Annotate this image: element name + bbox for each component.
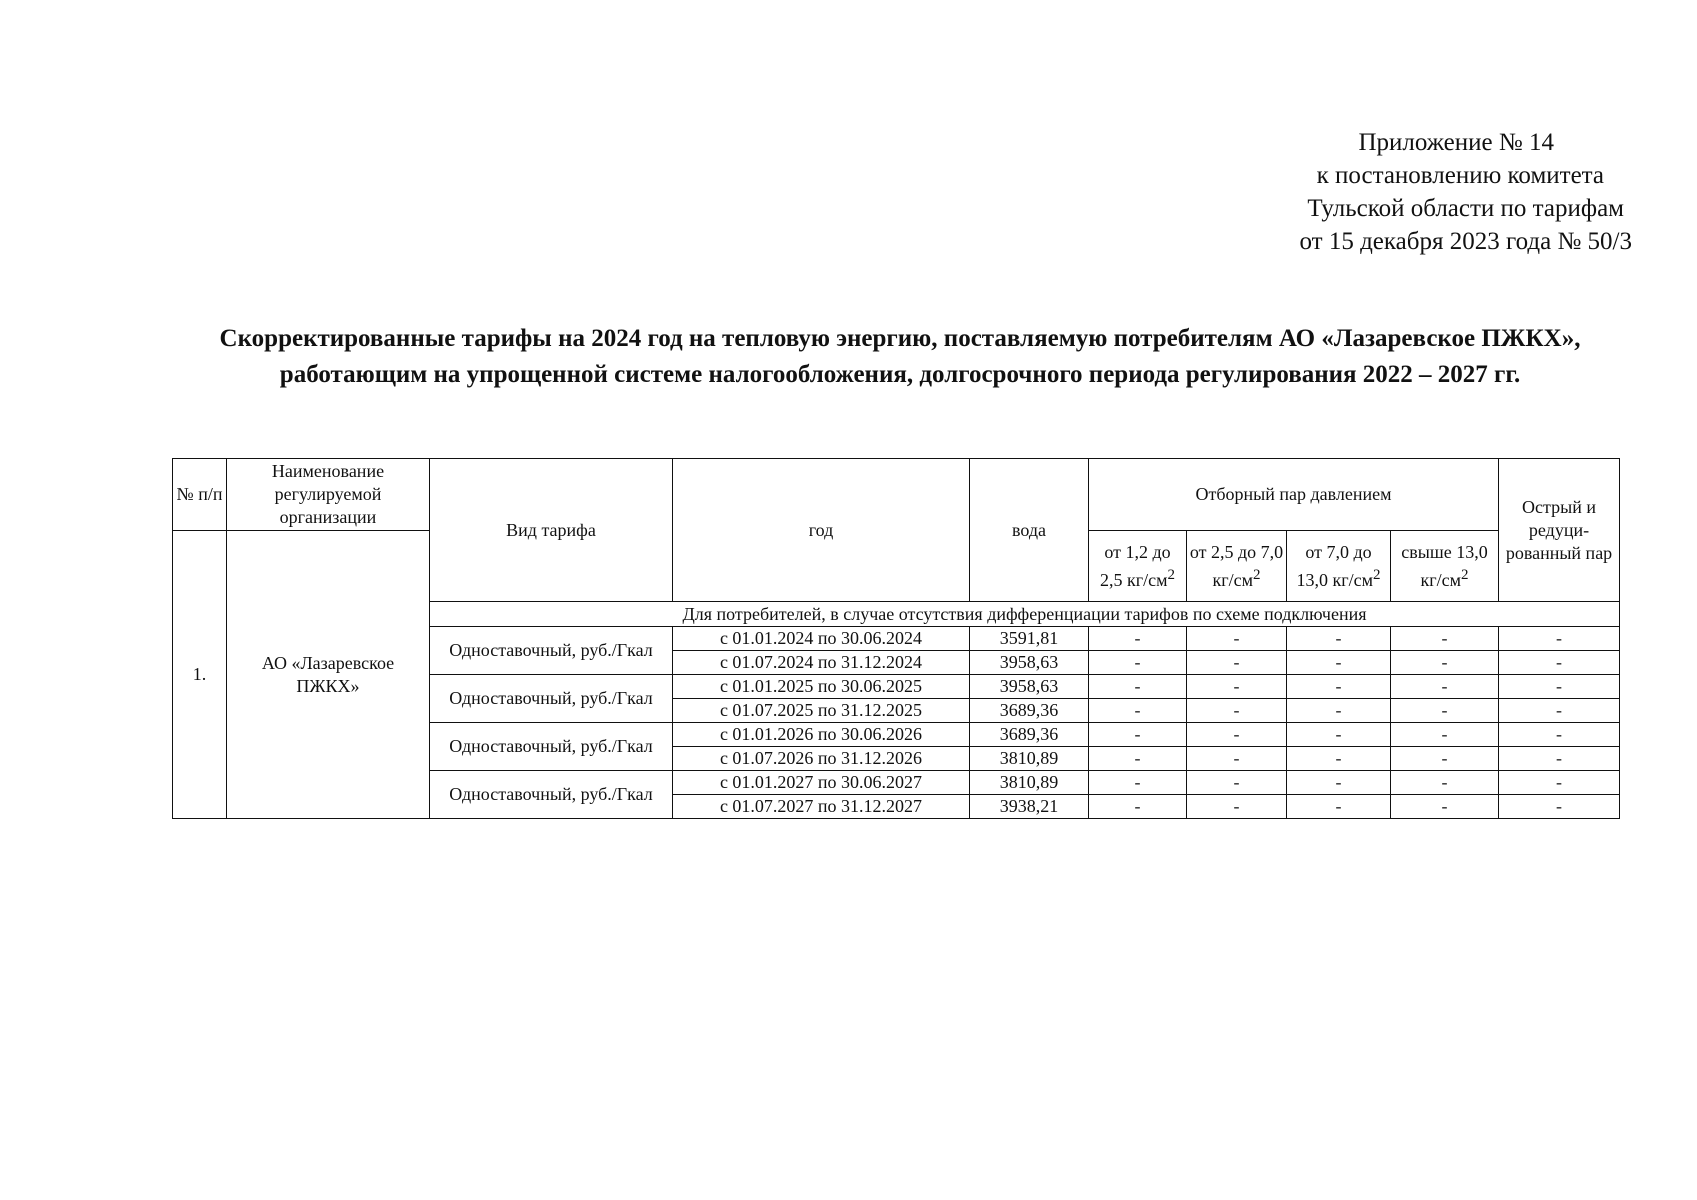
period-cell: с 01.07.2025 по 31.12.2025 — [673, 699, 970, 723]
header-steam-1-sup: 2 — [1167, 566, 1175, 583]
water-value-cell: 3958,63 — [970, 675, 1089, 699]
steam-3-value-cell: - — [1287, 627, 1391, 651]
tariff-table-body — [173, 459, 1620, 819]
steam-1-value-cell: - — [1089, 675, 1187, 699]
steam-4-value-cell: - — [1391, 675, 1499, 699]
steam-2-value-cell: - — [1187, 627, 1287, 651]
period-cell: с 01.07.2026 по 31.12.2026 — [673, 747, 970, 771]
steam-1-value-cell: - — [1089, 627, 1187, 651]
section-note: Для потребителей, в случае отсутствия дифференциации тарифов по схеме подключения — [430, 602, 1620, 627]
header-sharp-steam: Острый и редуци-рованный пар — [1499, 459, 1620, 602]
header-org: Наименование регулируемой организации — [227, 459, 430, 531]
tariff-type-cell: Одноставочный, руб./Гкал — [430, 675, 673, 723]
header-water: вода — [970, 459, 1089, 602]
steam-2-value-cell: - — [1187, 747, 1287, 771]
steam-3-value-cell: - — [1287, 651, 1391, 675]
steam-2-value-cell: - — [1187, 651, 1287, 675]
water-value-cell: 3810,89 — [970, 771, 1089, 795]
header-year: год — [673, 459, 970, 602]
period-cell: с 01.01.2024 по 30.06.2024 — [673, 627, 970, 651]
header-steam-2 — [1187, 531, 1287, 602]
header-num: № п/п — [173, 459, 227, 531]
tariff-type-cell: Одноставочный, руб./Гкал — [430, 627, 673, 675]
sharp-steam-value-cell: - — [1499, 747, 1620, 771]
sharp-steam-value-cell: - — [1499, 771, 1620, 795]
org-name: АО «Лазаревское ПЖКХ» — [227, 531, 430, 819]
appendix-block — [1032, 126, 1632, 258]
steam-3-value-cell: - — [1287, 747, 1391, 771]
steam-1-value-cell: - — [1089, 747, 1187, 771]
sharp-steam-value-cell: - — [1499, 795, 1620, 819]
header-steam-3-sup: 2 — [1373, 566, 1381, 583]
steam-4-value-cell: - — [1391, 747, 1499, 771]
steam-4-value-cell: - — [1391, 771, 1499, 795]
sharp-steam-value-cell: - — [1499, 651, 1620, 675]
appendix-resolution: к постановлению комитета — [1316, 162, 1604, 189]
header-steam-3 — [1287, 531, 1391, 602]
water-value-cell: 3689,36 — [970, 699, 1089, 723]
header-steam-1 — [1089, 531, 1187, 602]
appendix-date: от 15 декабря 2023 года № 50/3 — [1299, 228, 1632, 255]
tariff-type-cell: Одноставочный, руб./Гкал — [430, 723, 673, 771]
tariff-table — [172, 458, 1620, 819]
steam-2-value-cell: - — [1187, 795, 1287, 819]
header-steam-4-label: свыше 13,0 кг/см — [1401, 541, 1488, 590]
header-steam-2-label: от 2,5 до 7,0 кг/см — [1189, 541, 1284, 590]
header-steam-2-sup: 2 — [1253, 566, 1261, 583]
steam-4-value-cell: - — [1391, 723, 1499, 747]
steam-3-value-cell: - — [1287, 699, 1391, 723]
sharp-steam-value-cell: - — [1499, 627, 1620, 651]
header-steam-group: Отборный пар давлением — [1089, 459, 1499, 531]
steam-3-value-cell: - — [1287, 675, 1391, 699]
header-steam-4-sup: 2 — [1461, 566, 1469, 583]
steam-2-value-cell: - — [1187, 675, 1287, 699]
period-cell: с 01.07.2024 по 31.12.2024 — [673, 651, 970, 675]
steam-3-value-cell: - — [1287, 723, 1391, 747]
water-value-cell: 3689,36 — [970, 723, 1089, 747]
water-value-cell: 3938,21 — [970, 795, 1089, 819]
period-cell: с 01.07.2027 по 31.12.2027 — [673, 795, 970, 819]
steam-2-value-cell: - — [1187, 723, 1287, 747]
sharp-steam-value-cell: - — [1499, 723, 1620, 747]
period-cell: с 01.01.2027 по 30.06.2027 — [673, 771, 970, 795]
row-number: 1. — [173, 531, 227, 819]
appendix-committee: Тульской области по тарифам — [1307, 195, 1624, 222]
steam-4-value-cell: - — [1391, 651, 1499, 675]
steam-1-value-cell: - — [1089, 699, 1187, 723]
steam-4-value-cell: - — [1391, 627, 1499, 651]
steam-4-value-cell: - — [1391, 795, 1499, 819]
water-value-cell: 3810,89 — [970, 747, 1089, 771]
header-steam-1-label: от 1,2 до 2,5 кг/см — [1099, 541, 1171, 590]
sharp-steam-value-cell: - — [1499, 699, 1620, 723]
steam-4-value-cell: - — [1391, 699, 1499, 723]
document-title: Скорректированные тарифы на 2024 год на тепловую энергию, поставляемую потребителям АО «Лазаревское ПЖКХ», работающим на упрощенной системе налогообложения, долгосрочного периода регулирования 2022 – 2027 гг. — [219, 325, 1581, 388]
steam-2-value-cell: - — [1187, 699, 1287, 723]
tariff-type-cell: Одноставочный, руб./Гкал — [430, 771, 673, 819]
sharp-steam-value-cell: - — [1499, 675, 1620, 699]
period-cell: с 01.01.2026 по 30.06.2026 — [673, 723, 970, 747]
steam-1-value-cell: - — [1089, 723, 1187, 747]
steam-1-value-cell: - — [1089, 771, 1187, 795]
period-cell: с 01.01.2025 по 30.06.2025 — [673, 675, 970, 699]
header-tariff-type: Вид тарифа — [430, 459, 673, 602]
appendix-number: Приложение № 14 — [1358, 129, 1554, 156]
steam-3-value-cell: - — [1287, 771, 1391, 795]
water-value-cell: 3958,63 — [970, 651, 1089, 675]
water-value-cell: 3591,81 — [970, 627, 1089, 651]
steam-1-value-cell: - — [1089, 795, 1187, 819]
steam-2-value-cell: - — [1187, 771, 1287, 795]
header-row-1 — [173, 459, 1620, 531]
header-steam-3-label: от 7,0 до 13,0 кг/см — [1296, 541, 1373, 590]
steam-3-value-cell: - — [1287, 795, 1391, 819]
steam-1-value-cell: - — [1089, 651, 1187, 675]
header-steam-4 — [1391, 531, 1499, 602]
